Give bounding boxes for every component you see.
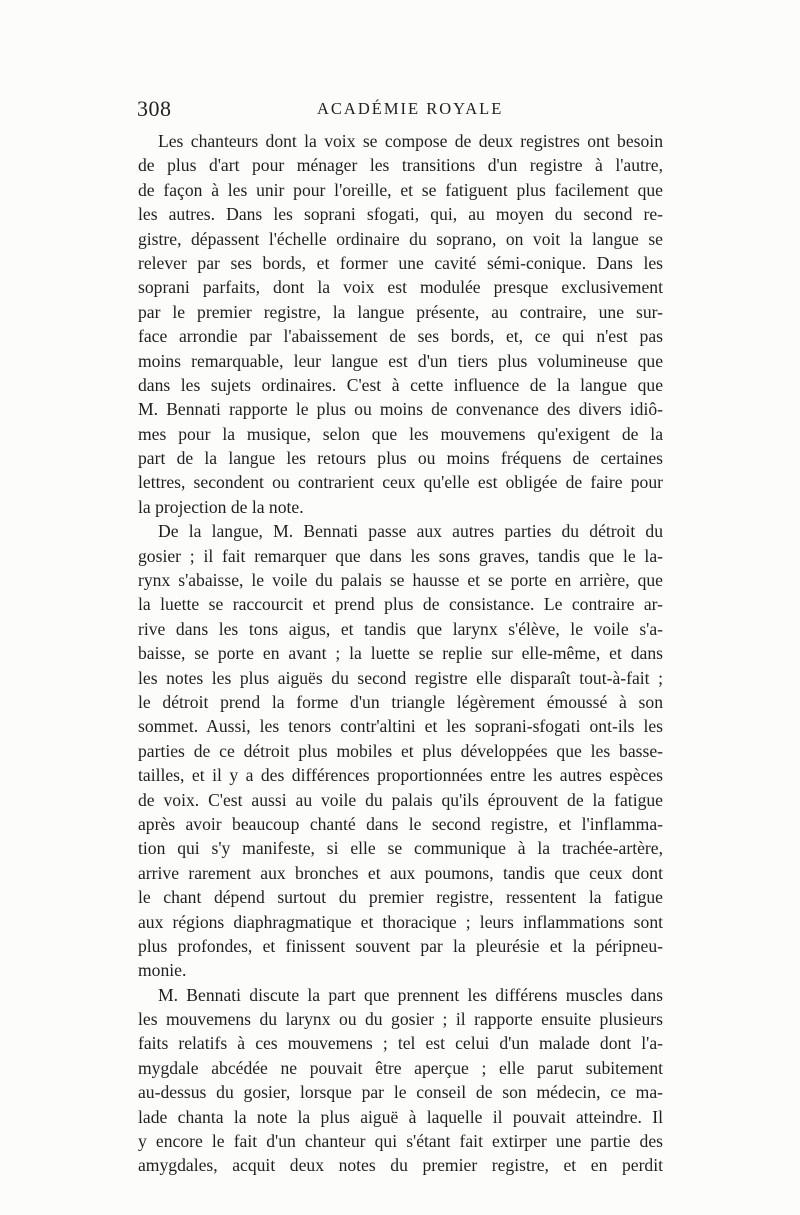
text-line: M. Bennati rapporte le plus ou moins de convenance des divers idiô- bbox=[138, 399, 663, 420]
text-line: baisse, se porte en avant ; la luette se replie sur elle-même, et dans bbox=[138, 643, 663, 664]
text-line: tion qui s'y manifeste, si elle se communique à la trachée-artère, bbox=[138, 838, 663, 859]
text-line: De la langue, M. Bennati passe aux autres parties du détroit du bbox=[158, 521, 663, 542]
text-line: amygdales, acquit deux notes du premier registre, et en perdit bbox=[138, 1155, 663, 1176]
text-line: après avoir beaucoup chanté dans le second registre, et l'inflamma- bbox=[138, 813, 663, 834]
text-line: y encore le fait d'un chanteur qui s'étant fait extirper une partie des bbox=[138, 1131, 663, 1152]
text-line: lettres, secondent ou contrarient ceux qu'elle est obligée de faire pour bbox=[138, 472, 663, 493]
text-line: par le premier registre, la langue présente, au contraire, une sur- bbox=[138, 301, 663, 322]
text-line: relever par ses bords, et former une cavité sémi-conique. Dans les bbox=[138, 252, 663, 273]
text-line: rive dans les tons aigus, et tandis que larynx s'élève, le voile s'a- bbox=[138, 618, 663, 639]
running-head bbox=[137, 96, 667, 126]
page-number: 308 bbox=[137, 96, 172, 121]
text-line: de voix. C'est aussi au voile du palais qu'ils éprouvent de la fatigue bbox=[138, 789, 663, 810]
text-line: Les chanteurs dont la voix se compose de deux registres ont besoin bbox=[158, 131, 663, 151]
text-line: face arrondie par l'abaissement de ses bords, et, ce qui n'est pas bbox=[138, 326, 663, 347]
text-line: la projection de la note. bbox=[138, 496, 304, 517]
text-line: soprani parfaits, dont la voix est modulée presque exclusivement bbox=[138, 277, 663, 298]
text-line: mygdale abcédée ne pouvait être aperçue ; elle parut subitement bbox=[138, 1057, 663, 1078]
text-line: de façon à les unir pour l'oreille, et se fatiguent plus facilement que bbox=[138, 179, 663, 200]
text-line: le détroit prend la forme d'un triangle légèrement émoussé à son bbox=[138, 691, 663, 712]
text-line: lade chanta la note la plus aiguë à laquelle il pouvait atteindre. Il bbox=[138, 1106, 663, 1127]
text-line: rynx s'abaisse, le voile du palais se hausse et se porte en arrière, que bbox=[138, 570, 663, 591]
text-line: la luette se raccourcit et prend plus de consistance. Le contraire ar- bbox=[138, 594, 663, 615]
text-line: le chant dépend surtout du premier registre, ressentent la fatigue bbox=[138, 887, 663, 908]
text-line: arrive rarement aux bronches et aux poumons, tandis que ceux dont bbox=[138, 862, 663, 883]
text-line: M. Bennati discute la part que prennent les différens muscles dans bbox=[158, 984, 663, 1005]
text-line: parties de ce détroit plus mobiles et plus développées que les basse- bbox=[138, 740, 663, 761]
text-line: aux régions diaphragmatique et thoracique ; leurs inflammations sont bbox=[138, 911, 663, 932]
text-line: les mouvemens du larynx ou du gosier ; il rapporte ensuite plusieurs bbox=[138, 1009, 663, 1030]
text-line: gosier ; il fait remarquer que dans les sons graves, tandis que le la- bbox=[138, 545, 663, 566]
text-line: monie. bbox=[138, 960, 187, 981]
text-line: mes pour la musique, selon que les mouvemens qu'exigent de la bbox=[138, 423, 663, 444]
text-line: les autres. Dans les soprani sfogati, qui, au moyen du second re- bbox=[138, 204, 663, 225]
running-title: ACADÉMIE ROYALE bbox=[317, 99, 504, 118]
text-line: tailles, et il y a des différences proportionnées entre les autres espèces bbox=[138, 765, 663, 786]
body-text bbox=[138, 129, 663, 1178]
text-line: dans les sujets ordinaires. C'est à cette influence de la langue que bbox=[138, 374, 663, 395]
text-line: de plus d'art pour ménager les transitions d'un registre à l'autre, bbox=[138, 155, 663, 176]
text-line: plus profondes, et finissent souvent par la pleurésie et la péripneu- bbox=[138, 935, 663, 956]
text-line: au-dessus du gosier, lorsque par le conseil de son médecin, ce ma- bbox=[138, 1082, 663, 1103]
text-line: moins remarquable, leur langue est d'un tiers plus volumineuse que bbox=[138, 350, 663, 371]
text-line: faits relatifs à ces mouvemens ; tel est celui d'un malade dont l'a- bbox=[138, 1033, 663, 1054]
text-line: gistre, dépassent l'échelle ordinaire du soprano, on voit la langue se bbox=[138, 228, 663, 249]
text-line: part de la langue les retours plus ou moins fréquens de certaines bbox=[138, 448, 663, 469]
text-line: sommet. Aussi, les tenors contr'altini et les soprani-sfogati ont-ils les bbox=[138, 716, 663, 737]
text-line: les notes les plus aiguës du second registre elle disparaît tout-à-fait ; bbox=[138, 667, 663, 688]
